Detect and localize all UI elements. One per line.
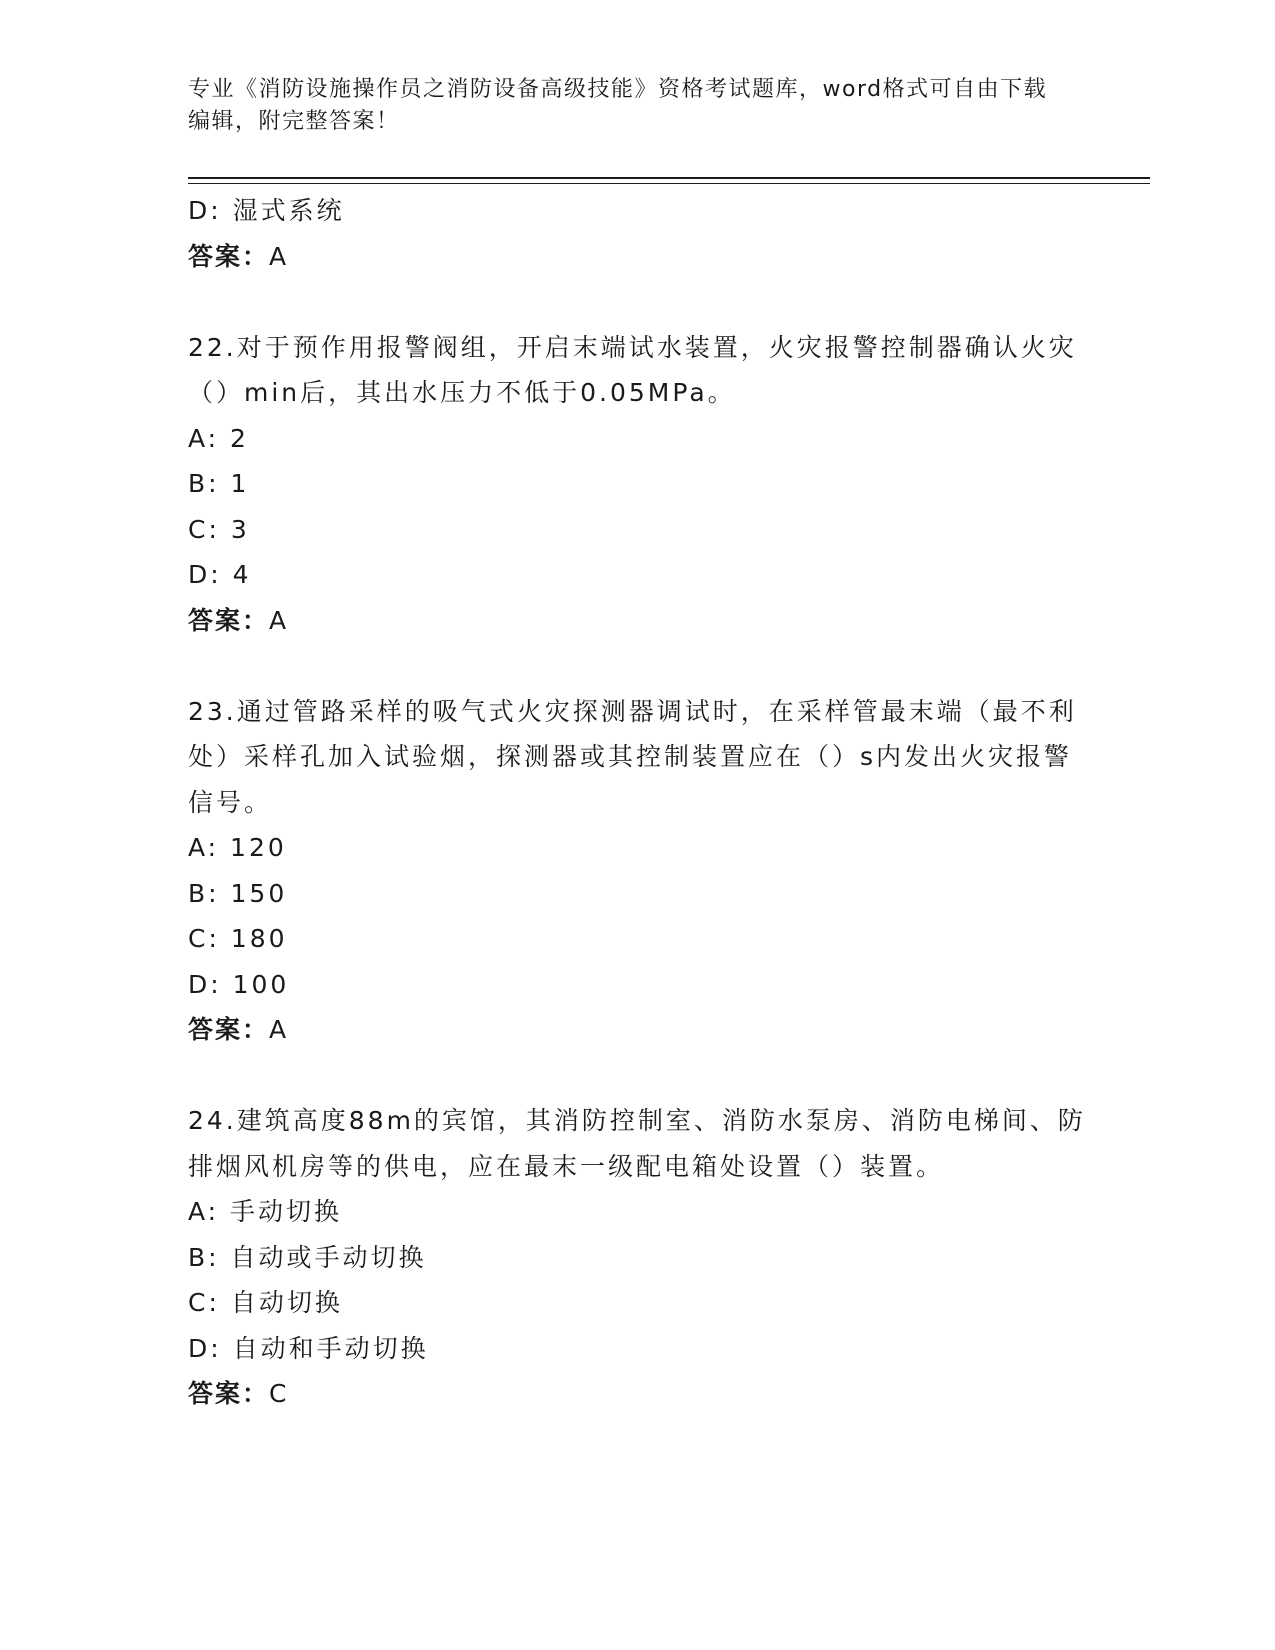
option-a: A: 手动切换	[188, 1197, 343, 1226]
answer-line	[188, 1007, 1088, 1053]
spacer	[188, 643, 1088, 689]
option-b: B: 自动或手动切换	[188, 1242, 427, 1272]
question-stem: 24.建筑高度88m的宾馆，其消防控制室、消防水泵房、消防电梯间、防排烟风机房等的供电，应在最末一级配电箱处设置（）装置。	[188, 1106, 1086, 1181]
answer-line	[188, 234, 1088, 280]
answer-label: 答案：	[188, 1379, 270, 1408]
spacer	[188, 1053, 1088, 1099]
answer-value: A	[269, 605, 289, 635]
question-stem: 22.对于预作用报警阀组，开启末端试水装置，火灾报警控制器确认火灾（）min后，其出水压力不低于0.05MPa。	[188, 332, 1077, 407]
document-header: 专业《消防设施操作员之消防设备高级技能》资格考试题库，word格式可自由下载编辑，附完整答案！	[188, 77, 1048, 134]
option-d: D: 4	[188, 560, 252, 589]
question-stem: 23.通过管路采样的吸气式火灾探测器调试时，在采样管最末端（最不利处）采样孔加入试验烟，探测器或其控制装置应在（）s内发出火灾报警信号。	[188, 696, 1077, 817]
question-content	[188, 188, 1088, 1417]
answer-label: 答案：	[188, 1015, 270, 1044]
answer-value: A	[269, 241, 289, 271]
answer-line	[188, 1371, 1088, 1417]
answer-line	[188, 598, 1088, 644]
question-block	[188, 689, 1088, 1053]
answer-value: C	[269, 1379, 289, 1408]
spacer	[188, 279, 1088, 325]
option-d: D: 100	[188, 969, 290, 999]
answer-label: 答案：	[188, 241, 270, 271]
option-c: C: 180	[188, 924, 288, 953]
answer-value: A	[269, 1015, 289, 1044]
header-divider-thin	[188, 183, 1150, 184]
option-c: C: 自动切换	[188, 1288, 343, 1317]
option-b: B: 1	[188, 469, 250, 498]
option-c: C: 3	[188, 514, 250, 544]
option-d: D: 自动和手动切换	[188, 1333, 429, 1363]
question-block	[188, 325, 1088, 644]
option-a: A: 2	[188, 423, 249, 453]
option-b: B: 150	[188, 878, 288, 908]
header-divider-thick	[188, 177, 1150, 179]
option-d: D: 湿式系统	[188, 196, 345, 225]
question-block	[188, 1098, 1088, 1417]
option-a: A: 120	[188, 833, 287, 862]
answer-label: 答案：	[188, 605, 270, 635]
